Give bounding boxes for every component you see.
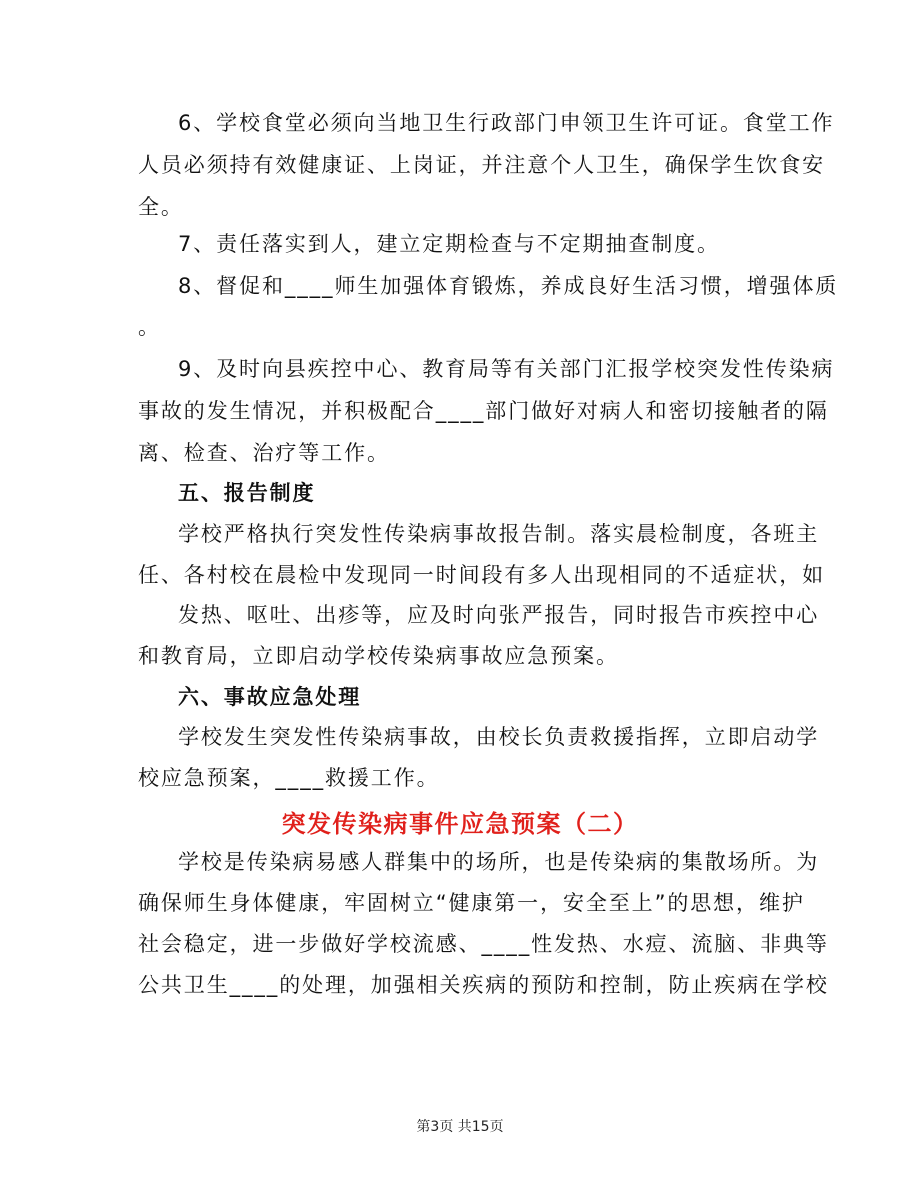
intro-line-2: 确保师生身体健康，牢固树立“健康第一，安全至上”的思想，维护	[138, 891, 805, 915]
reporting-line-2: 任、各村校在晨检中发现同一时间段有多人出现相同的不适症状，如	[138, 563, 825, 587]
intro-line-1: 学校是传染病易感人群集中的场所，也是传染病的集散场所。为	[178, 850, 820, 874]
page-number-footer: 第3页 共15页	[416, 1119, 504, 1135]
section-title: 突发传染病事件应急预案（二）	[281, 810, 639, 838]
paragraph-6-line-1: 6、学校食堂必须向当地卫生行政部门申领卫生许可证。食堂工作	[178, 111, 835, 135]
paragraph-8-line-1: 8、督促和____师生加强体育锻炼，养成良好生活习惯，增强体质	[178, 274, 839, 298]
reporting-line-3: 发热、呕吐、出疹等，应及时向张严报告，同时报告市疾控中心	[178, 603, 820, 627]
paragraph-9-line-1: 9、及时向县疾控中心、教育局等有关部门汇报学校突发性传染病	[178, 357, 835, 381]
intro-line-4: 公共卫生____的处理，加强相关疾病的预防和控制，防止疾病在学校	[138, 973, 829, 997]
emergency-line-2: 校应急预案，____救援工作。	[138, 766, 440, 790]
heading-emergency-handling: 六、事故应急处理	[178, 685, 362, 709]
intro-line-3: 社会稳定，进一步做好学校流感、____性发热、水痘、流脑、非典等	[138, 932, 829, 956]
paragraph-6-line-3: 全。	[138, 195, 184, 219]
paragraph-9-line-3: 离、检查、治疗等工作。	[138, 441, 390, 465]
paragraph-8-line-2: 。	[138, 315, 161, 339]
reporting-line-4: 和教育局，立即启动学校传染病事故应急预案。	[138, 644, 619, 668]
heading-reporting-system: 五、报告制度	[178, 481, 316, 505]
reporting-line-1: 学校严格执行突发性传染病事故报告制。落实晨检制度，各班主	[178, 522, 820, 546]
paragraph-7: 7、责任落实到人，建立定期检查与不定期抽查制度。	[178, 232, 720, 256]
emergency-line-1: 学校发生突发性传染病事故，由校长负责救援指挥，立即启动学	[178, 725, 820, 749]
paragraph-6-line-2: 人员必须持有效健康证、上岗证，并注意个人卫生，确保学生饮食安	[138, 153, 825, 177]
paragraph-9-line-2: 事故的发生情况，并积极配合____部门做好对病人和密切接触者的隔	[138, 399, 829, 423]
